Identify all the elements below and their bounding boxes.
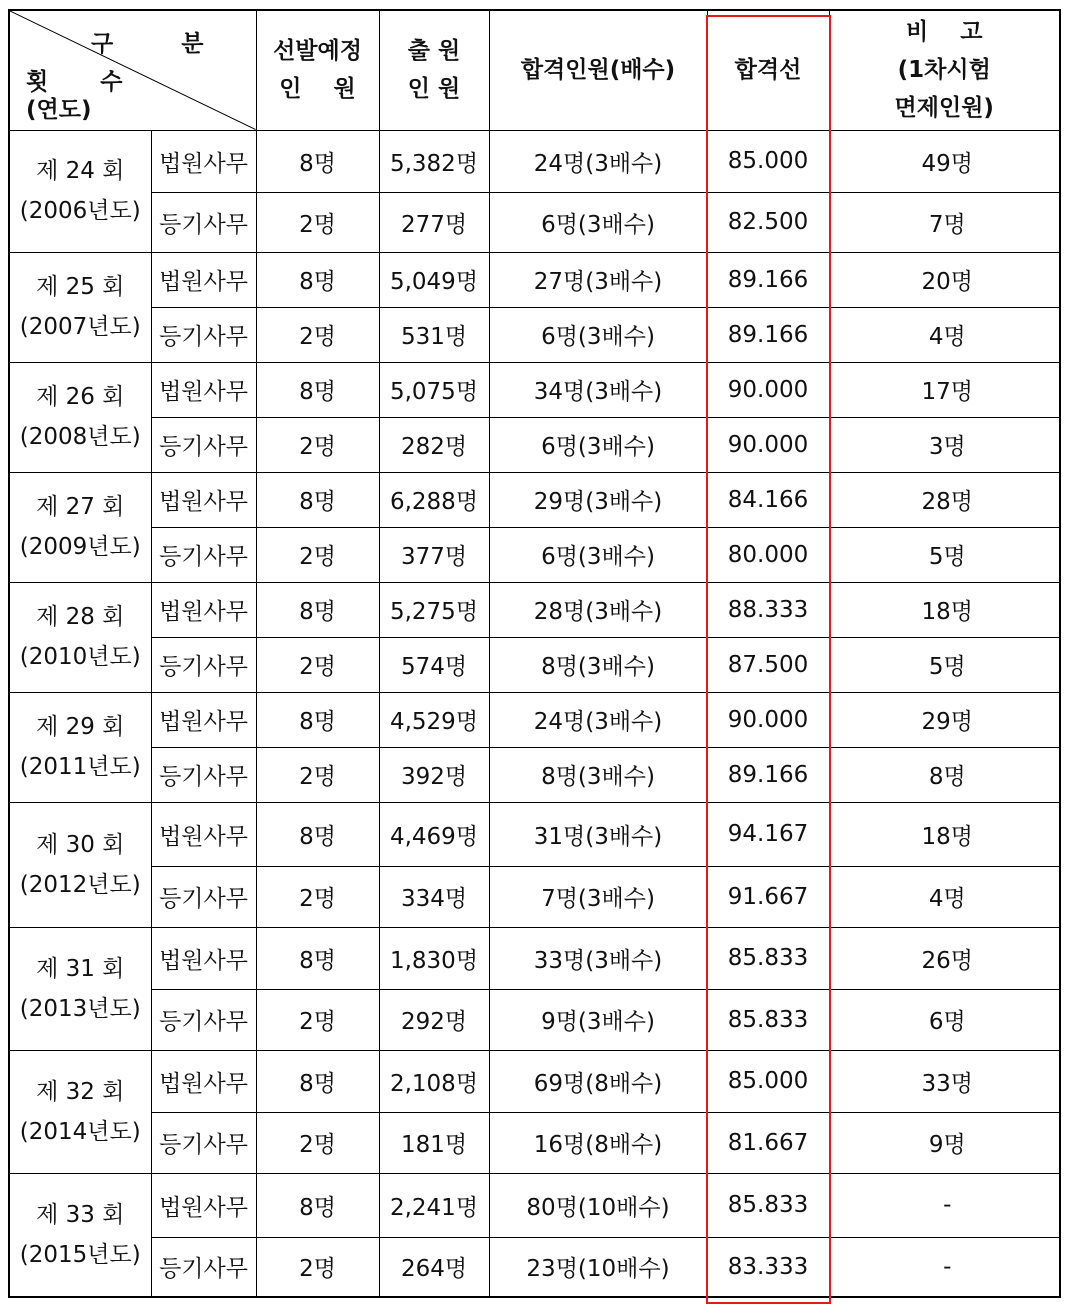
remarks-count (829, 637, 1060, 692)
remarks-count (829, 802, 1060, 866)
remarks-count (829, 417, 1060, 472)
remarks-value: 5명 (928, 544, 966, 570)
table-row (9, 927, 1060, 989)
cutoff-score: 82.500 (707, 192, 829, 252)
header-remarks-line2: (1차시험 (897, 57, 991, 84)
remarks-value: 6명 (928, 1009, 966, 1035)
cutoff-score: 90.000 (707, 417, 829, 472)
planned-count: 8명 (256, 1050, 379, 1112)
round-year: (2013년도) (19, 995, 141, 1022)
header-remarks-line1: 비 고 (906, 19, 983, 46)
passed-count: 6명(3배수) (489, 527, 707, 582)
remarks-value: 18명 (921, 823, 973, 850)
passed-count: 16명(8배수) (489, 1112, 707, 1173)
round-label: 제 28 회 (36, 604, 125, 630)
passed-count: 6명(3배수) (489, 307, 707, 362)
exam-type: 등기사무 (151, 866, 256, 927)
round-cell (9, 802, 151, 927)
cutoff-score: 83.333 (707, 1237, 829, 1297)
passed-count: 29명(3배수) (489, 472, 707, 527)
cutoff-score: 89.166 (707, 307, 829, 362)
passed-count: 9명(3배수) (489, 989, 707, 1050)
remarks-count (829, 747, 1060, 802)
planned-count: 2명 (256, 1112, 379, 1173)
remarks-value: 4명 (928, 324, 966, 350)
applicants-count: 377명 (379, 527, 489, 582)
header-applicants (379, 10, 489, 130)
applicants-count: 2,108명 (379, 1050, 489, 1112)
passed-count: 8명(3배수) (489, 747, 707, 802)
planned-count: 2명 (256, 417, 379, 472)
applicants-count: 181명 (379, 1112, 489, 1173)
planned-count: 2명 (256, 527, 379, 582)
remarks-count (829, 192, 1060, 252)
remarks-count (829, 130, 1060, 192)
cutoff-score: 90.000 (707, 692, 829, 747)
round-year: (2011년도) (19, 754, 141, 780)
table-row (9, 1112, 1060, 1173)
planned-count: 8명 (256, 802, 379, 866)
remarks-value: 7명 (928, 211, 966, 238)
cutoff-score: 85.833 (707, 927, 829, 989)
passed-count: 7명(3배수) (489, 866, 707, 927)
exam-type: 등기사무 (151, 1237, 256, 1297)
passed-count: 80명(10배수) (489, 1173, 707, 1237)
exam-type: 법원사무 (151, 252, 256, 307)
planned-count: 8명 (256, 472, 379, 527)
remarks-value: - (943, 1192, 952, 1218)
remarks-count (829, 527, 1060, 582)
passed-count: 6명(3배수) (489, 417, 707, 472)
round-label: 제 32 회 (36, 1078, 125, 1105)
table-row (9, 989, 1060, 1050)
exam-type: 등기사무 (151, 527, 256, 582)
remarks-value: 49명 (921, 150, 973, 177)
cutoff-score: 85.833 (707, 989, 829, 1050)
planned-count: 8명 (256, 362, 379, 417)
passed-count: 31명(3배수) (489, 802, 707, 866)
applicants-count: 282명 (379, 417, 489, 472)
applicants-count: 4,469명 (379, 802, 489, 866)
cutoff-score: 89.166 (707, 252, 829, 307)
planned-count: 8명 (256, 252, 379, 307)
applicants-count: 4,529명 (379, 692, 489, 747)
table-row (9, 692, 1060, 747)
round-label: 제 26 회 (36, 384, 125, 410)
table-row (9, 802, 1060, 866)
table-row (9, 1173, 1060, 1237)
round-label: 제 33 회 (36, 1201, 125, 1228)
passed-count: 6명(3배수) (489, 192, 707, 252)
passed-count: 28명(3배수) (489, 582, 707, 637)
table-row (9, 637, 1060, 692)
cutoff-score: 89.166 (707, 747, 829, 802)
remarks-count (829, 1173, 1060, 1237)
round-cell (9, 252, 151, 362)
round-year: (2007년도) (19, 314, 141, 340)
exam-type: 등기사무 (151, 417, 256, 472)
exam-type: 법원사무 (151, 362, 256, 417)
corner-bottom-label-1: 횟 수 (26, 69, 145, 95)
round-cell (9, 472, 151, 582)
remarks-count (829, 1050, 1060, 1112)
cutoff-score: 90.000 (707, 362, 829, 417)
header-applicants-line1: 출 원 (407, 38, 461, 65)
round-cell (9, 1050, 151, 1173)
exam-type: 등기사무 (151, 1112, 256, 1173)
remarks-value: 33명 (921, 1070, 973, 1097)
exam-type: 법원사무 (151, 582, 256, 637)
table-row (9, 252, 1060, 307)
planned-count: 2명 (256, 192, 379, 252)
round-cell (9, 362, 151, 472)
header-cutoff: 합격선 (707, 10, 829, 130)
applicants-count: 292명 (379, 989, 489, 1050)
table-row (9, 192, 1060, 252)
planned-count: 8명 (256, 692, 379, 747)
table-row (9, 307, 1060, 362)
applicants-count: 6,288명 (379, 472, 489, 527)
passed-count: 24명(3배수) (489, 692, 707, 747)
corner-top-label: 구 분 (91, 31, 234, 57)
applicants-count: 334명 (379, 866, 489, 927)
header-planned-line2: 인 원 (279, 76, 356, 103)
round-year: (2014년도) (19, 1118, 141, 1145)
header-planned-line1: 선발예정 (273, 38, 362, 65)
cutoff-score: 85.833 (707, 1173, 829, 1237)
corner-header (9, 10, 256, 130)
remarks-count (829, 307, 1060, 362)
remarks-value: 20명 (921, 269, 973, 295)
round-year: (2015년도) (19, 1241, 141, 1268)
corner-bottom-label-2: (연도) (26, 97, 92, 123)
remarks-count (829, 692, 1060, 747)
table-body (9, 130, 1060, 1297)
header-planned (256, 10, 379, 130)
header-remarks (829, 10, 1060, 130)
remarks-value: 5명 (928, 654, 966, 680)
remarks-count (829, 1237, 1060, 1297)
planned-count: 2명 (256, 989, 379, 1050)
applicants-count: 5,049명 (379, 252, 489, 307)
remarks-count (829, 472, 1060, 527)
round-year: (2012년도) (19, 871, 141, 898)
remarks-value: 28명 (921, 489, 973, 515)
cutoff-score: 87.500 (707, 637, 829, 692)
remarks-value: 4명 (928, 886, 966, 912)
round-cell (9, 692, 151, 802)
remarks-value: - (943, 1253, 952, 1280)
remarks-value: 8명 (928, 764, 966, 790)
round-label: 제 30 회 (36, 831, 125, 858)
table-row (9, 1050, 1060, 1112)
round-cell (9, 582, 151, 692)
passed-count: 34명(3배수) (489, 362, 707, 417)
planned-count: 8명 (256, 1173, 379, 1237)
table-row (9, 866, 1060, 927)
passed-count: 27명(3배수) (489, 252, 707, 307)
applicants-count: 277명 (379, 192, 489, 252)
applicants-count: 5,075명 (379, 362, 489, 417)
planned-count: 2명 (256, 637, 379, 692)
exam-type: 법원사무 (151, 472, 256, 527)
cutoff-score: 81.667 (707, 1112, 829, 1173)
passed-count: 33명(3배수) (489, 927, 707, 989)
applicants-count: 1,830명 (379, 927, 489, 989)
cutoff-score: 91.667 (707, 866, 829, 927)
applicants-count: 5,382명 (379, 130, 489, 192)
exam-type: 등기사무 (151, 747, 256, 802)
exam-type: 법원사무 (151, 927, 256, 989)
applicants-count: 2,241명 (379, 1173, 489, 1237)
exam-type: 법원사무 (151, 692, 256, 747)
round-year: (2010년도) (19, 644, 141, 670)
cutoff-score: 85.000 (707, 130, 829, 192)
header-passed: 합격인원(배수) (489, 10, 707, 130)
applicants-count: 392명 (379, 747, 489, 802)
header-row (9, 10, 1060, 130)
planned-count: 2명 (256, 866, 379, 927)
table-row (9, 1237, 1060, 1297)
round-label: 제 25 회 (36, 274, 125, 300)
exam-type: 등기사무 (151, 192, 256, 252)
planned-count: 8명 (256, 927, 379, 989)
remarks-value: 29명 (921, 709, 973, 735)
cutoff-score: 94.167 (707, 802, 829, 866)
exam-type: 법원사무 (151, 1050, 256, 1112)
remarks-value: 9명 (928, 1132, 966, 1158)
header-applicants-line2: 인 원 (407, 76, 461, 103)
applicants-count: 574명 (379, 637, 489, 692)
exam-type: 법원사무 (151, 130, 256, 192)
round-label: 제 24 회 (36, 158, 125, 184)
round-year: (2009년도) (19, 534, 141, 560)
exam-results-table (8, 9, 1061, 1298)
remarks-count (829, 866, 1060, 927)
passed-count: 69명(8배수) (489, 1050, 707, 1112)
remarks-count (829, 1112, 1060, 1173)
planned-count: 2명 (256, 747, 379, 802)
table-row (9, 747, 1060, 802)
passed-count: 23명(10배수) (489, 1237, 707, 1297)
table-row (9, 582, 1060, 637)
remarks-count (829, 989, 1060, 1050)
round-label: 제 27 회 (36, 494, 125, 520)
planned-count: 8명 (256, 582, 379, 637)
round-label: 제 29 회 (36, 714, 125, 740)
header-remarks-line3: 면제인원) (894, 95, 994, 122)
planned-count: 8명 (256, 130, 379, 192)
table-row (9, 527, 1060, 582)
cutoff-score: 84.166 (707, 472, 829, 527)
applicants-count: 5,275명 (379, 582, 489, 637)
remarks-count (829, 582, 1060, 637)
round-year: (2008년도) (19, 424, 141, 450)
table-row (9, 130, 1060, 192)
round-year: (2006년도) (19, 198, 141, 224)
exam-type: 법원사무 (151, 1173, 256, 1237)
remarks-count (829, 927, 1060, 989)
applicants-count: 531명 (379, 307, 489, 362)
exam-type: 등기사무 (151, 989, 256, 1050)
planned-count: 2명 (256, 307, 379, 362)
remarks-value: 17명 (921, 379, 973, 405)
exam-type: 등기사무 (151, 307, 256, 362)
remarks-count (829, 362, 1060, 417)
round-cell (9, 1173, 151, 1297)
exam-type: 법원사무 (151, 802, 256, 866)
round-label: 제 31 회 (36, 955, 125, 982)
table-row (9, 362, 1060, 417)
applicants-count: 264명 (379, 1237, 489, 1297)
remarks-count (829, 252, 1060, 307)
table-row (9, 472, 1060, 527)
exam-type: 등기사무 (151, 637, 256, 692)
passed-count: 8명(3배수) (489, 637, 707, 692)
remarks-value: 26명 (921, 947, 973, 974)
remarks-value: 18명 (921, 599, 973, 625)
remarks-value: 3명 (928, 434, 966, 460)
planned-count: 2명 (256, 1237, 379, 1297)
table-row (9, 417, 1060, 472)
cutoff-score: 88.333 (707, 582, 829, 637)
round-cell (9, 130, 151, 252)
passed-count: 24명(3배수) (489, 130, 707, 192)
round-cell (9, 927, 151, 1050)
cutoff-score: 80.000 (707, 527, 829, 582)
cutoff-score: 85.000 (707, 1050, 829, 1112)
